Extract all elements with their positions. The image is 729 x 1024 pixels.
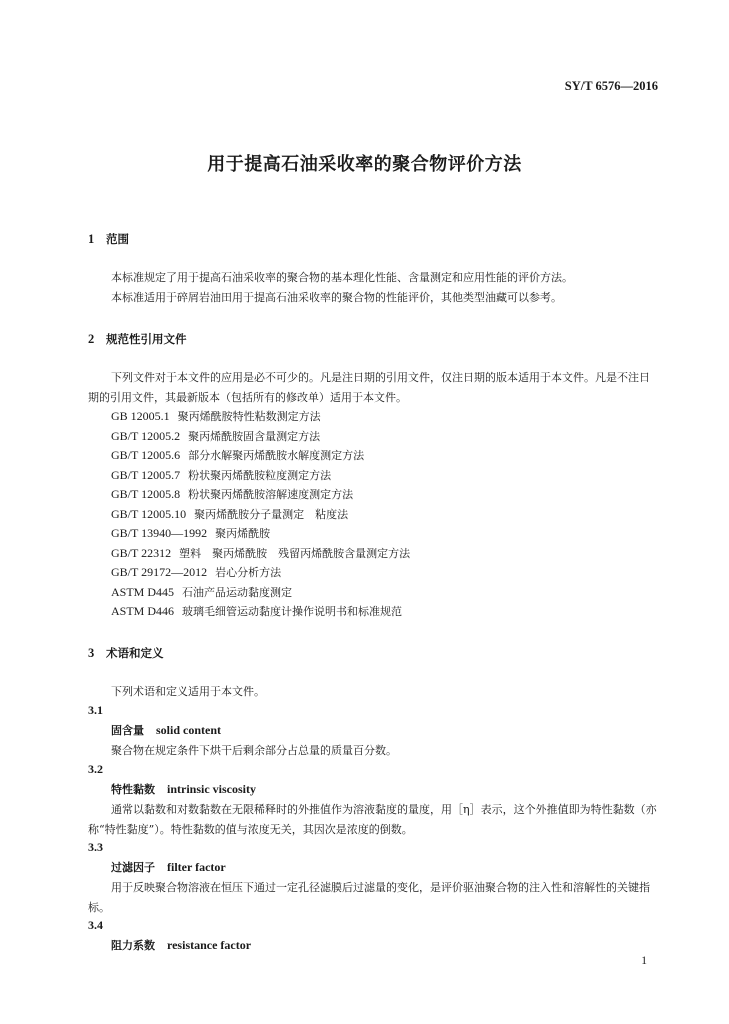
term-definition: 聚合物在规定条件下烘干后剩余部分占总量的质量百分数。 bbox=[111, 744, 397, 757]
term-number: 3.4 bbox=[88, 918, 103, 932]
standard-code: SY/T 6576—2016 bbox=[564, 79, 658, 93]
term-en: resistance factor bbox=[167, 938, 252, 952]
document-title: 用于提高石油采收率的聚合物评价方法 bbox=[207, 154, 522, 175]
reference-title: 聚丙烯酰胺固含量测定方法 bbox=[188, 430, 321, 443]
term-name bbox=[111, 780, 256, 800]
term-zh: 固含量 bbox=[111, 724, 144, 737]
term-zh: 特性黏数 bbox=[111, 783, 155, 796]
scope-paragraph-1: 本标准规定了用于提高石油采收率的聚合物的基本理化性能、含量测定和应用性能的评价方法。 bbox=[111, 271, 573, 284]
reference-code: ASTM D446 bbox=[111, 604, 175, 618]
term-number: 3.1 bbox=[88, 703, 103, 717]
term-definition: 通常以黏数和对数黏数在无限稀释时的外推值作为溶液黏度的量度，用［η］表示，这个外推值即为特性黏数（亦称“特性黏度”）。特性黏数的值与浓度无关，其因次是浓度的倒数。 bbox=[88, 803, 657, 836]
reference-code: GB/T 29172—2012 bbox=[111, 565, 208, 579]
reference-item bbox=[111, 485, 353, 505]
term-zh: 过滤因子 bbox=[111, 861, 155, 874]
reference-code: GB/T 12005.10 bbox=[111, 507, 187, 521]
term-name bbox=[111, 721, 221, 741]
reference-code: GB/T 12005.6 bbox=[111, 448, 181, 462]
reference-title: 聚丙烯酰胺特性粘数测定方法 bbox=[177, 410, 321, 423]
reference-code: GB/T 22312 bbox=[111, 546, 172, 560]
section-heading-normative-references bbox=[88, 331, 187, 347]
reference-code: GB/T 12005.8 bbox=[111, 487, 181, 501]
section-title: 范围 bbox=[106, 232, 129, 246]
reference-item bbox=[111, 407, 321, 427]
term-en: solid content bbox=[156, 723, 222, 737]
reference-code: GB/T 12005.2 bbox=[111, 429, 181, 443]
section-heading-scope bbox=[88, 231, 129, 247]
term-zh: 阻力系数 bbox=[111, 939, 155, 952]
term-en: intrinsic viscosity bbox=[167, 782, 256, 796]
term-en: filter factor bbox=[167, 860, 226, 874]
term-name bbox=[111, 936, 251, 956]
references-intro: 下列文件对于本文件的应用是必不可少的。凡是注日期的引用文件，仅注日期的版本适用于本文件。凡是不注日期的引用文件，其最新版本（包括所有的修改单）适用于本文件。 bbox=[88, 371, 650, 404]
term-number: 3.2 bbox=[88, 762, 103, 776]
reference-title: 粉状聚丙烯酰胺粒度测定方法 bbox=[188, 469, 332, 482]
terms-intro: 下列术语和定义适用于本文件。 bbox=[111, 685, 265, 698]
scope-paragraph-2: 本标准适用于碎屑岩油田用于提高石油采收率的聚合物的性能评价，其他类型油藏可以参考。 bbox=[111, 291, 562, 304]
reference-item bbox=[111, 427, 320, 447]
term-number: 3.3 bbox=[88, 840, 103, 854]
reference-title: 岩心分析方法 bbox=[215, 566, 282, 579]
page-number: 1 bbox=[641, 955, 647, 967]
reference-title: 玻璃毛细管运动黏度计操作说明书和标准规范 bbox=[182, 605, 403, 618]
reference-item bbox=[111, 544, 410, 564]
reference-title: 部分水解聚丙烯酰胺水解度测定方法 bbox=[188, 449, 365, 462]
reference-item bbox=[111, 602, 402, 622]
reference-item bbox=[111, 563, 281, 583]
section-number: 3 bbox=[88, 646, 95, 660]
term-definition: 用于反映聚合物溶液在恒压下通过一定孔径滤膜后过滤量的变化，是评价驱油聚合物的注入性和溶解性的关键指标。 bbox=[88, 881, 650, 914]
reference-item bbox=[111, 466, 331, 486]
section-title: 规范性引用文件 bbox=[106, 332, 187, 346]
reference-item bbox=[111, 505, 348, 525]
reference-code: GB/T 12005.7 bbox=[111, 468, 181, 482]
reference-title: 聚丙烯酰胺 bbox=[215, 527, 271, 540]
section-number: 1 bbox=[88, 232, 95, 246]
reference-code: ASTM D445 bbox=[111, 585, 175, 599]
reference-item bbox=[111, 583, 292, 603]
reference-title: 石油产品运动黏度测定 bbox=[182, 586, 293, 599]
term-name bbox=[111, 858, 226, 878]
section-heading-terms-definitions bbox=[88, 645, 164, 661]
reference-title: 塑料 聚丙烯酰胺 残留丙烯酰胺含量测定方法 bbox=[179, 547, 411, 560]
reference-item bbox=[111, 524, 270, 544]
reference-title: 粉状聚丙烯酰胺溶解速度测定方法 bbox=[188, 488, 354, 501]
section-number: 2 bbox=[88, 332, 95, 346]
reference-item bbox=[111, 446, 364, 466]
reference-code: GB/T 13940—1992 bbox=[111, 526, 208, 540]
reference-title: 聚丙烯酰胺分子量测定 粘度法 bbox=[194, 508, 349, 521]
section-title: 术语和定义 bbox=[106, 646, 164, 660]
reference-code: GB 12005.1 bbox=[111, 409, 170, 423]
